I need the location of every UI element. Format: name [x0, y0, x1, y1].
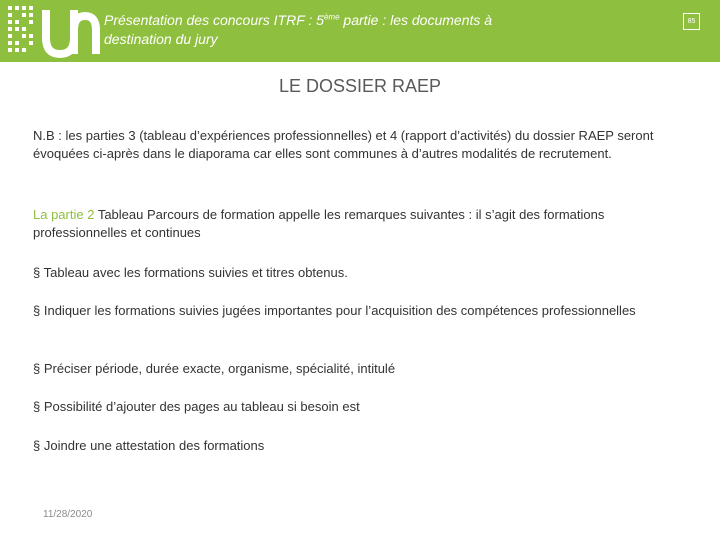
bullet-text: Joindre une attestation des formations: [43, 438, 265, 453]
bullet-icon: §: [33, 438, 41, 453]
bullet-item: [33, 264, 701, 282]
bullet-item: [33, 398, 701, 416]
slide-heading: LE DOSSIER RAEP: [278, 76, 442, 96]
header-bar: [0, 0, 720, 62]
logo-dots-icon: [8, 6, 40, 60]
title-superscript: ème: [323, 12, 340, 22]
intro-text: Tableau Parcours de formation appelle les remarques suivantes : il s’agit des formations professionnelles et continues: [33, 207, 605, 240]
bullet-item: [33, 302, 701, 320]
university-logo-icon: [40, 2, 100, 60]
bullet-text: Possibilité d’ajouter des pages au tableau si besoin est: [43, 399, 360, 414]
bullet-item: [33, 360, 701, 378]
nb-paragraph: N.B : les parties 3 (tableau d’expériences professionnelles) et 4 (rapport d’activités) du dossier RAEP seront évoquées ci-après dans le diaporama car elles sont communes à d’autres modalités de recrutement.: [33, 128, 654, 161]
bullet-icon: §: [33, 361, 41, 376]
bullet-icon: §: [33, 303, 41, 318]
footer-date: 11/28/2020: [43, 509, 93, 520]
bullet-text: Tableau avec les formations suivies et titres obtenus.: [43, 265, 348, 280]
slide-number: 85: [683, 13, 700, 30]
title-text-continued: partie : les documents à: [339, 12, 493, 28]
title-text: Présentation des concours ITRF : 5: [104, 12, 324, 28]
presentation-title: [104, 11, 544, 49]
intro-lead: La partie 2: [33, 207, 95, 222]
bullet-item: [33, 437, 701, 455]
intro-paragraph: [33, 206, 701, 242]
title-text-line2: destination du jury: [104, 31, 218, 47]
bullet-text: Indiquer les formations suivies jugées importantes pour l’acquisition des compétences professionnelles: [43, 303, 636, 318]
bullet-icon: §: [33, 265, 41, 280]
bullet-icon: §: [33, 399, 41, 414]
bullet-text: Préciser période, durée exacte, organisme, spécialité, intitulé: [43, 361, 396, 376]
